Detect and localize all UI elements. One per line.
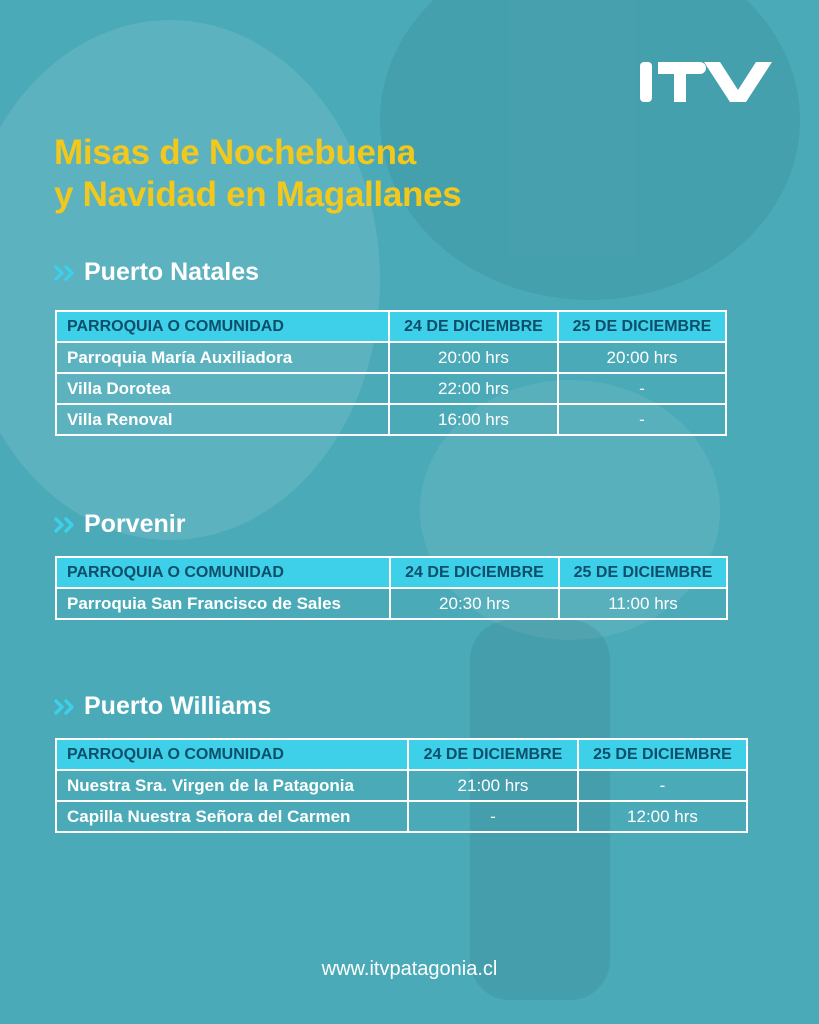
table-row bbox=[56, 588, 727, 619]
header-dec-24: 24 DE DICIEMBRE bbox=[390, 557, 559, 588]
section-title: Porvenir bbox=[84, 510, 186, 538]
parish-name: Parroquia San Francisco de Sales bbox=[56, 588, 390, 619]
time-dec-24: 20:00 hrs bbox=[389, 342, 558, 373]
header-parish: PARROQUIA O COMUNIDAD bbox=[56, 311, 389, 342]
website-url[interactable]: www.itvpatagonia.cl bbox=[321, 958, 498, 980]
table-header-row bbox=[56, 311, 726, 342]
parish-name: Villa Renoval bbox=[56, 404, 389, 435]
table-row bbox=[56, 770, 747, 801]
header-dec-24: 24 DE DICIEMBRE bbox=[389, 311, 558, 342]
schedule-table-puerto-natales bbox=[55, 310, 727, 436]
section-heading-porvenir bbox=[54, 510, 185, 539]
time-dec-25: - bbox=[558, 404, 726, 435]
time-dec-25: 20:00 hrs bbox=[558, 342, 726, 373]
title-line-1: Misas de Nochebuena bbox=[54, 133, 416, 172]
page-title bbox=[54, 132, 461, 216]
table-header-row bbox=[56, 557, 727, 588]
parish-name: Capilla Nuestra Señora del Carmen bbox=[56, 801, 408, 832]
header-parish: PARROQUIA O COMUNIDAD bbox=[56, 557, 390, 588]
parish-name: Parroquia María Auxiliadora bbox=[56, 342, 389, 373]
time-dec-25: - bbox=[558, 373, 726, 404]
parish-name: Nuestra Sra. Virgen de la Patagonia bbox=[56, 770, 408, 801]
double-chevron-icon bbox=[54, 697, 78, 717]
schedule-table-porvenir bbox=[55, 556, 728, 620]
table-row bbox=[56, 404, 726, 435]
time-dec-25: - bbox=[578, 770, 747, 801]
header-dec-24: 24 DE DICIEMBRE bbox=[408, 739, 578, 770]
time-dec-24: 22:00 hrs bbox=[389, 373, 558, 404]
double-chevron-icon bbox=[54, 515, 78, 535]
time-dec-24: 20:30 hrs bbox=[390, 588, 559, 619]
header-parish: PARROQUIA O COMUNIDAD bbox=[56, 739, 408, 770]
table-row bbox=[56, 801, 747, 832]
header-dec-25: 25 DE DICIEMBRE bbox=[558, 311, 726, 342]
title-line-2: y Navidad en Magallanes bbox=[54, 175, 462, 214]
table-row bbox=[56, 373, 726, 404]
section-title: Puerto Williams bbox=[84, 692, 272, 720]
time-dec-25: 12:00 hrs bbox=[578, 801, 747, 832]
section-heading-puerto-williams bbox=[54, 692, 271, 721]
parish-name: Villa Dorotea bbox=[56, 373, 389, 404]
time-dec-24: 16:00 hrs bbox=[389, 404, 558, 435]
time-dec-24: 21:00 hrs bbox=[408, 770, 578, 801]
section-title: Puerto Natales bbox=[84, 258, 260, 286]
header-dec-25: 25 DE DICIEMBRE bbox=[559, 557, 727, 588]
table-row bbox=[56, 342, 726, 373]
schedule-table-puerto-williams bbox=[55, 738, 748, 833]
section-heading-puerto-natales bbox=[54, 258, 259, 287]
double-chevron-icon bbox=[54, 263, 78, 283]
itv-logo bbox=[640, 60, 772, 104]
time-dec-25: 11:00 hrs bbox=[559, 588, 727, 619]
time-dec-24: - bbox=[408, 801, 578, 832]
header-dec-25: 25 DE DICIEMBRE bbox=[578, 739, 747, 770]
table-header-row bbox=[56, 739, 747, 770]
